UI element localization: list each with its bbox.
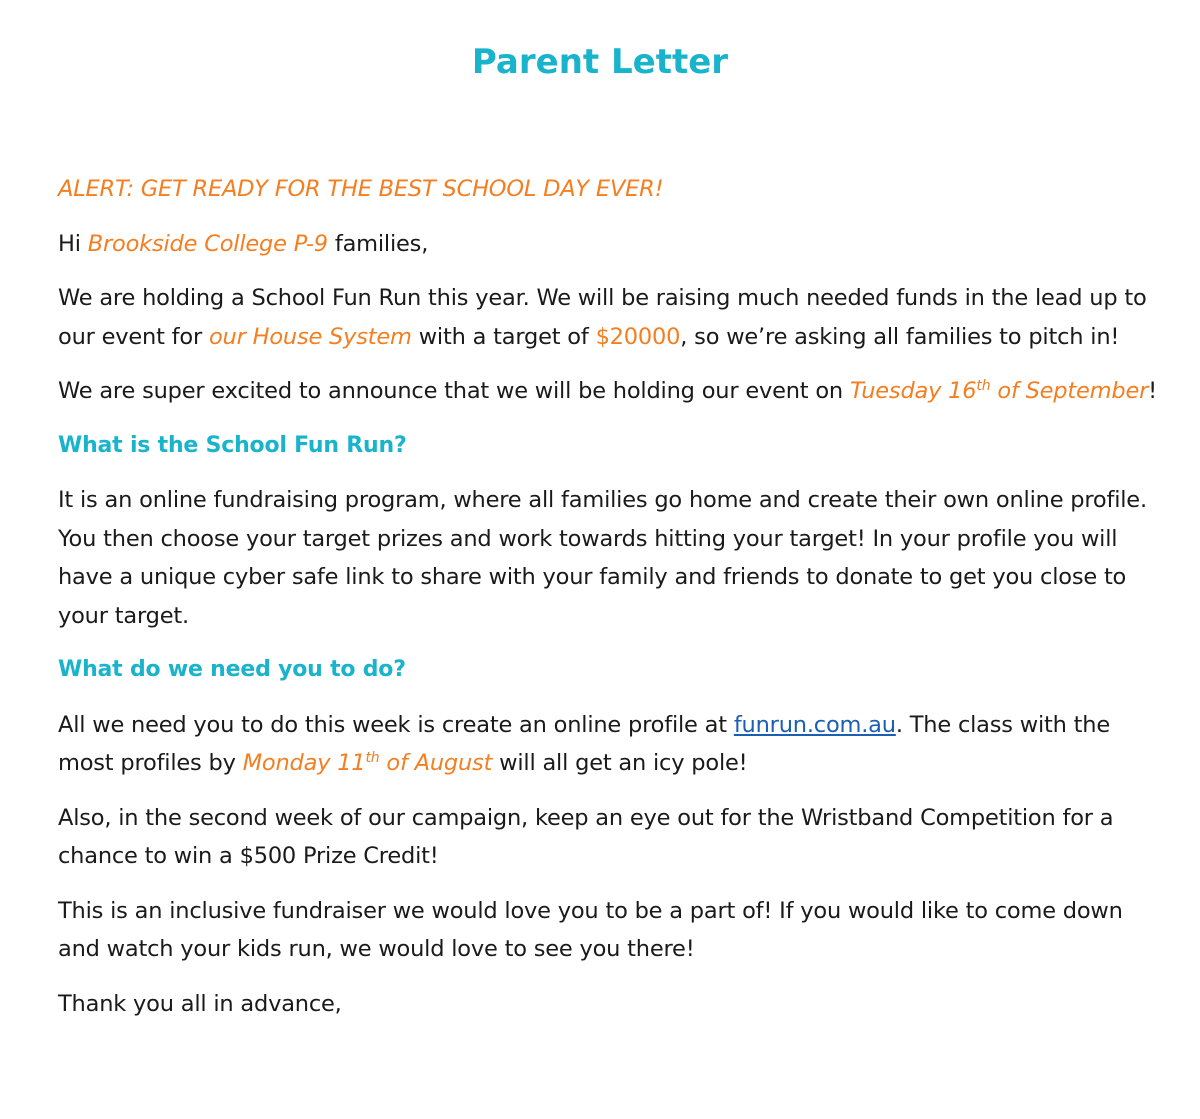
- cause-name: our House System: [208, 323, 412, 350]
- alert-line: ALERT: GET READY FOR THE BEST SCHOOL DAY EVER!: [58, 176, 664, 202]
- event-date-rest: of September: [990, 378, 1149, 404]
- paragraph-event-date: [58, 372, 1158, 411]
- deadline-date-rest: of August: [379, 750, 493, 776]
- paragraph-fundraising: [58, 279, 1158, 356]
- paragraph-wristband: Also, in the second week of our campaign, keep an eye out for the Wristband Competition for a chance to win a $500 Prize Credit!: [58, 804, 1114, 869]
- paragraph-profile-text-3: will all get an icy pole!: [492, 750, 748, 776]
- greeting-hi: Hi: [58, 230, 88, 257]
- paragraph-profile-instructions: [58, 706, 1158, 783]
- school-name: Brookside College P-9: [87, 230, 328, 257]
- closing-line: Thank you all in advance,: [58, 990, 342, 1017]
- paragraph-profile-text-2: . The class with the most profiles by: [58, 711, 1110, 776]
- heading-what-to-do: What do we need you to do?: [58, 657, 406, 682]
- paragraph-event-date-text: We are super excited to announce that we will be holding our event on: [58, 378, 850, 404]
- paragraph-event-date-end: !: [1148, 378, 1157, 404]
- letter-body: [58, 170, 1158, 1039]
- greeting: [58, 225, 1158, 264]
- event-date-day: Tuesday 16: [849, 378, 977, 404]
- page-title: Parent Letter: [471, 42, 729, 82]
- paragraph-program-description: It is an online fundraising program, where all families go home and create their own online profile. You then choose your target prizes and work towards hitting your target! In your profile you will have a unique cyber safe link to share with your family and friends to donate to get you close to your target.: [58, 487, 1147, 629]
- target-amount: $20000: [595, 323, 681, 350]
- event-date: [850, 378, 1148, 404]
- funrun-link[interactable]: funrun.com.au: [733, 711, 896, 738]
- heading-what-is: What is the School Fun Run?: [58, 432, 407, 458]
- profile-deadline-date: [243, 750, 493, 776]
- greeting-families: families,: [327, 230, 429, 257]
- paragraph-profile-text-1: All we need you to do this week is create an online profile at: [58, 711, 734, 738]
- paragraph-fundraising-text-3: , so we’re asking all families to pitch in!: [680, 323, 1120, 350]
- paragraph-fundraising-text-1: We are holding a School Fun Run this year. We will be raising much needed funds in the lead up to our event for: [58, 285, 1147, 350]
- deadline-date-suffix: th: [365, 750, 380, 766]
- deadline-date-day: Monday 11: [242, 750, 366, 776]
- event-date-suffix: th: [976, 378, 991, 394]
- paragraph-fundraising-text-2: with a target of: [411, 323, 596, 350]
- paragraph-inclusive: This is an inclusive fundraiser we would love you to be a part of! If you would like to come down and watch your kids run, we would love to see you there!: [58, 897, 1123, 962]
